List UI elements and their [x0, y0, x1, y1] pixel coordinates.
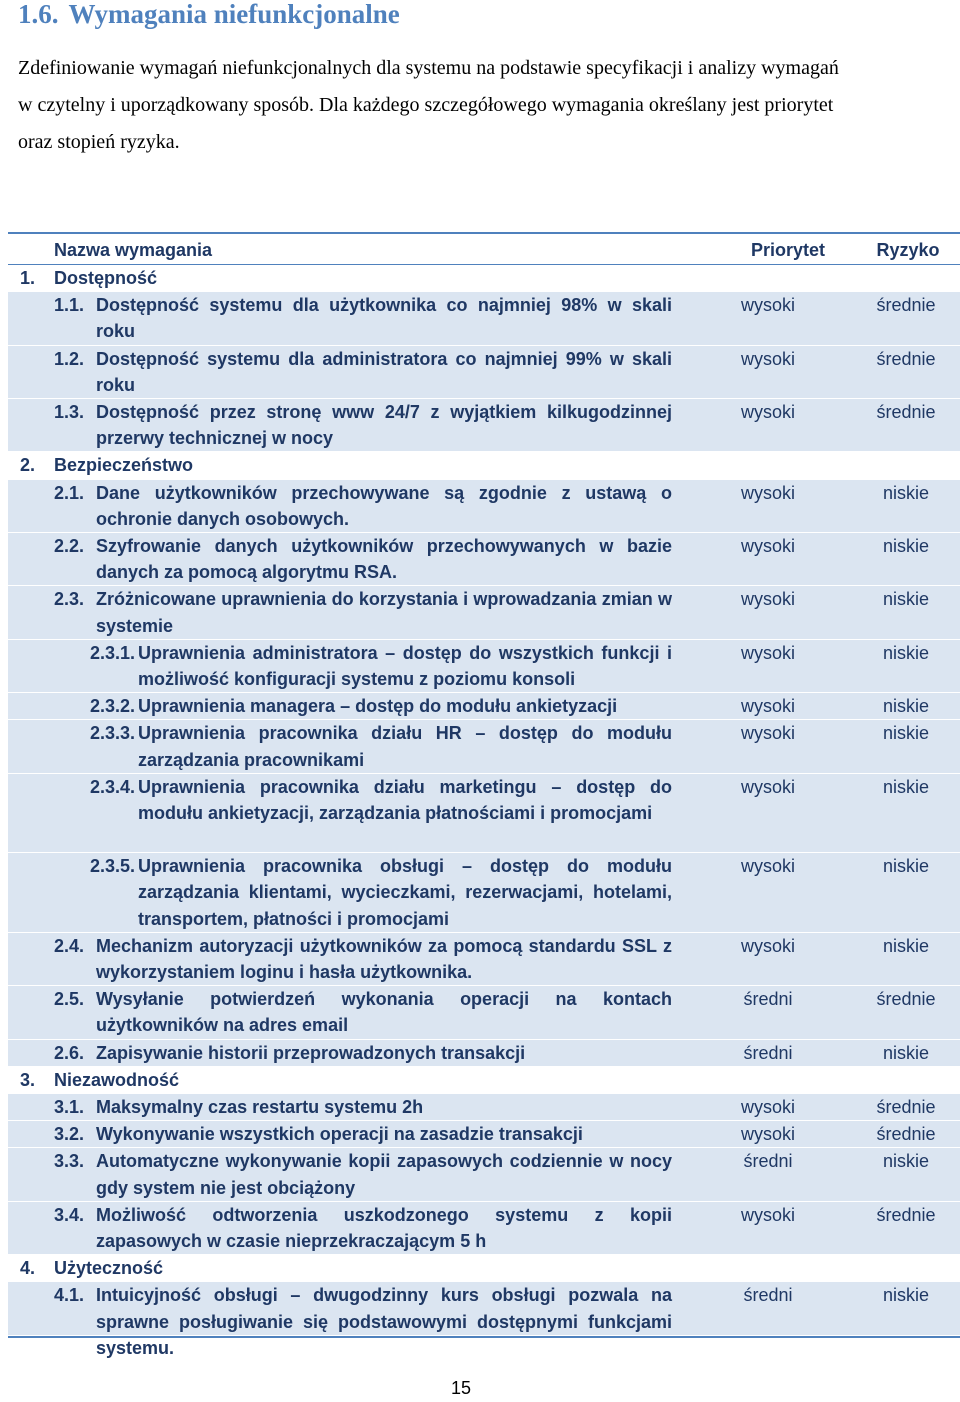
table-row: [8, 586, 960, 639]
header-priority: Priorytet: [750, 240, 826, 260]
priority-cell: wysoki: [740, 401, 795, 422]
priority-cell: wysoki: [740, 589, 795, 610]
table-row: [8, 1094, 960, 1121]
priority-cell: wysoki: [740, 295, 795, 316]
requirement-text: Intuicyjność obsługi – dwugodzinny kurs obsługi pozwala na sprawne posługiwanie się podstawowymi dostępnymi funkcjami systemu.: [96, 1285, 672, 1358]
requirement-text: Dostępność przez stronę www 24/7 z wyjątkiem kilkugodzinnej przerwy technicznej w nocy: [96, 401, 672, 449]
table-row: [8, 265, 960, 292]
requirement-number: 1.1.: [54, 295, 85, 316]
risk-cell: niskie: [882, 1042, 930, 1063]
table-row: [8, 292, 960, 345]
requirement-text: Zapisywanie historii przeprowadzonych transakcji: [96, 1042, 526, 1063]
requirement-number: 2.3.2.: [90, 696, 136, 717]
priority-cell: wysoki: [740, 482, 795, 503]
requirement-text: Uprawnienia pracownika działu HR – dostęp do modułu zarządzania pracownikami: [138, 723, 672, 770]
table-row: [8, 774, 960, 854]
requirement-number: 2.4.: [54, 935, 85, 956]
page-number: 15: [450, 1378, 472, 1398]
priority-cell: wysoki: [740, 1124, 795, 1145]
requirement-number: 2.3.1.: [90, 642, 136, 663]
risk-cell: niskie: [882, 589, 930, 610]
table-row: [8, 480, 960, 533]
requirement-name: [90, 774, 672, 826]
intro-line: oraz stopień ryzyka.: [18, 131, 180, 153]
requirement-text: Wykonywanie wszystkich operacji na zasadzie transakcji: [96, 1124, 583, 1145]
priority-cell: wysoki: [740, 856, 795, 877]
requirement-text: Bezpieczeństwo: [54, 455, 194, 476]
requirement-number: 2.2.: [54, 535, 85, 556]
requirement-number: 4.1.: [54, 1285, 85, 1306]
table-row: [8, 1255, 960, 1282]
priority-cell: wysoki: [740, 696, 795, 717]
priority-cell: średni: [743, 1285, 793, 1306]
table-row: [8, 1282, 960, 1358]
requirement-name: [54, 1282, 672, 1361]
requirement-text: Uprawnienia pracownika działu marketingu – dostęp do modułu ankietyzacji, zarządzania płatnościami i promocjami: [138, 776, 672, 823]
requirement-number: 2.6.: [54, 1042, 85, 1063]
table-row: [8, 1040, 960, 1067]
table-row: [8, 452, 960, 479]
table-row: [8, 853, 960, 933]
risk-cell: niskie: [882, 935, 930, 956]
requirement-text: Użyteczność: [54, 1258, 164, 1279]
risk-cell: średnie: [876, 295, 936, 316]
priority-cell: wysoki: [740, 642, 795, 663]
requirement-name: [54, 1121, 672, 1147]
risk-cell: niskie: [882, 723, 930, 744]
risk-cell: średnie: [876, 1097, 936, 1118]
requirement-name: [90, 853, 672, 932]
requirement-name: [20, 452, 672, 478]
section-title: Wymagania niefunkcjonalne: [68, 0, 400, 29]
requirement-name: [54, 399, 672, 451]
risk-cell: niskie: [882, 856, 930, 877]
requirement-name: [20, 1255, 672, 1281]
table-row: [8, 1067, 960, 1094]
requirement-text: Możliwość odtworzenia uszkodzonego systemu z kopii zapasowych w czasie nieprzekraczającym 5 h: [96, 1204, 672, 1251]
intro-line: w czytelny i uporządkowany sposób. Dla każdego szczegółowego wymagania określany jest priorytet: [18, 94, 834, 116]
table-row: [8, 1121, 960, 1148]
intro-paragraph: [18, 50, 918, 161]
risk-cell: średnie: [876, 989, 936, 1010]
requirement-name: [20, 265, 672, 291]
requirement-name: [90, 693, 672, 719]
requirement-name: [54, 292, 672, 344]
table-row: [8, 933, 960, 986]
risk-cell: niskie: [882, 1285, 930, 1306]
table-header-row: [8, 234, 960, 265]
risk-cell: niskie: [882, 642, 930, 663]
priority-cell: średni: [743, 1042, 793, 1063]
priority-cell: wysoki: [740, 935, 795, 956]
table-row: [8, 693, 960, 720]
requirement-name: [54, 1148, 672, 1200]
table-body: [8, 265, 960, 1358]
requirement-number: 3.3.: [54, 1151, 85, 1172]
risk-cell: średnie: [876, 348, 936, 369]
table-row: [8, 1202, 960, 1255]
table-row: [8, 346, 960, 399]
requirement-name: [54, 480, 672, 532]
risk-cell: niskie: [882, 535, 930, 556]
requirement-text: Maksymalny czas restartu systemu 2h: [96, 1097, 424, 1118]
table-row: [8, 399, 960, 452]
table-row: [8, 986, 960, 1039]
priority-cell: wysoki: [740, 1204, 795, 1225]
priority-cell: średni: [743, 989, 793, 1010]
requirement-text: Wysyłanie potwierdzeń wykonania operacji na kontach użytkowników na adres email: [96, 989, 672, 1036]
requirement-text: Niezawodność: [54, 1069, 180, 1090]
requirement-text: Uprawnienia administratora – dostęp do wszystkich funkcji i możliwość konfiguracji systemu z poziomu konsoli: [138, 642, 672, 689]
priority-cell: średni: [743, 1151, 793, 1172]
requirement-name: [54, 1094, 672, 1120]
requirement-name: [90, 640, 672, 692]
priority-cell: wysoki: [740, 348, 795, 369]
requirement-name: [54, 346, 672, 398]
requirement-number: 3.1.: [54, 1097, 85, 1118]
section-heading: [18, 0, 400, 30]
requirement-name: [54, 986, 672, 1038]
requirement-number: 2.3.: [54, 589, 85, 610]
requirement-text: Dane użytkowników przechowywane są zgodnie z ustawą o ochronie danych osobowych.: [96, 482, 672, 529]
header-risk: Ryzyko: [876, 240, 940, 260]
requirement-number: 3.: [20, 1069, 36, 1090]
risk-cell: średnie: [876, 1124, 936, 1145]
requirement-text: Automatyczne wykonywanie kopii zapasowych codziennie w nocy gdy system nie jest obciążony: [96, 1151, 672, 1198]
requirement-text: Dostępność systemu dla administratora co najmniej 99% w skali roku: [96, 348, 672, 395]
requirement-number: 2.3.3.: [90, 723, 136, 744]
table-row: [8, 533, 960, 586]
priority-cell: wysoki: [740, 535, 795, 556]
requirement-text: Dostępność: [54, 268, 158, 288]
requirement-number: 2.: [20, 455, 36, 476]
requirement-name: [54, 1202, 672, 1254]
requirement-name: [54, 933, 672, 985]
requirement-text: Zróżnicowane uprawnienia do korzystania i wprowadzania zmian w systemie: [96, 589, 672, 636]
requirement-number: 3.4.: [54, 1204, 85, 1225]
table-row: [8, 640, 960, 693]
requirement-text: Uprawnienia pracownika obsługi – dostęp do modułu zarządzania klientami, wycieczkami, rezerwacjami, hotelami, transportem, płatności i promocjami: [138, 856, 672, 929]
requirement-name: [54, 1040, 672, 1066]
requirement-text: Szyfrowanie danych użytkowników przechowywanych w bazie danych za pomocą algorytmu RSA.: [96, 535, 672, 583]
requirement-number: 1.: [20, 268, 36, 288]
risk-cell: niskie: [882, 482, 930, 503]
risk-cell: średnie: [876, 1204, 936, 1225]
header-name: Nazwa wymagania: [54, 240, 213, 260]
priority-cell: wysoki: [740, 776, 795, 797]
requirement-name: [54, 586, 672, 638]
intro-line: Zdefiniowanie wymagań niefunkcjonalnych dla systemu na podstawie specyfikacji i analizy wymagań: [18, 57, 839, 79]
requirement-number: 3.2.: [54, 1124, 85, 1145]
section-number: 1.6.: [18, 0, 59, 29]
requirement-number: 1.2.: [54, 348, 85, 369]
requirement-name: [90, 720, 672, 772]
requirement-number: 2.5.: [54, 989, 85, 1010]
priority-cell: wysoki: [740, 723, 795, 744]
requirement-text: Dostępność systemu dla użytkownika co najmniej 98% w skali roku: [96, 295, 672, 342]
risk-cell: niskie: [882, 1151, 930, 1172]
requirement-name: [54, 533, 672, 585]
requirement-text: Mechanizm autoryzacji użytkowników za pomocą standardu SSL z wykorzystaniem loginu i hasła użytkownika.: [96, 935, 672, 983]
table-row: [8, 720, 960, 773]
requirement-number: 2.3.4.: [90, 776, 136, 797]
requirement-number: 1.3.: [54, 401, 85, 422]
requirement-text: Uprawnienia managera – dostęp do modułu ankietyzacji: [138, 696, 618, 717]
requirement-number: 2.1.: [54, 482, 85, 503]
risk-cell: niskie: [882, 696, 930, 717]
requirement-name: [20, 1067, 672, 1093]
requirement-number: 2.3.5.: [90, 856, 136, 877]
risk-cell: niskie: [882, 776, 930, 797]
table-row: [8, 1148, 960, 1201]
priority-cell: wysoki: [740, 1097, 795, 1118]
requirements-table: [8, 232, 960, 1358]
risk-cell: średnie: [876, 401, 936, 422]
requirement-number: 4.: [20, 1258, 36, 1279]
